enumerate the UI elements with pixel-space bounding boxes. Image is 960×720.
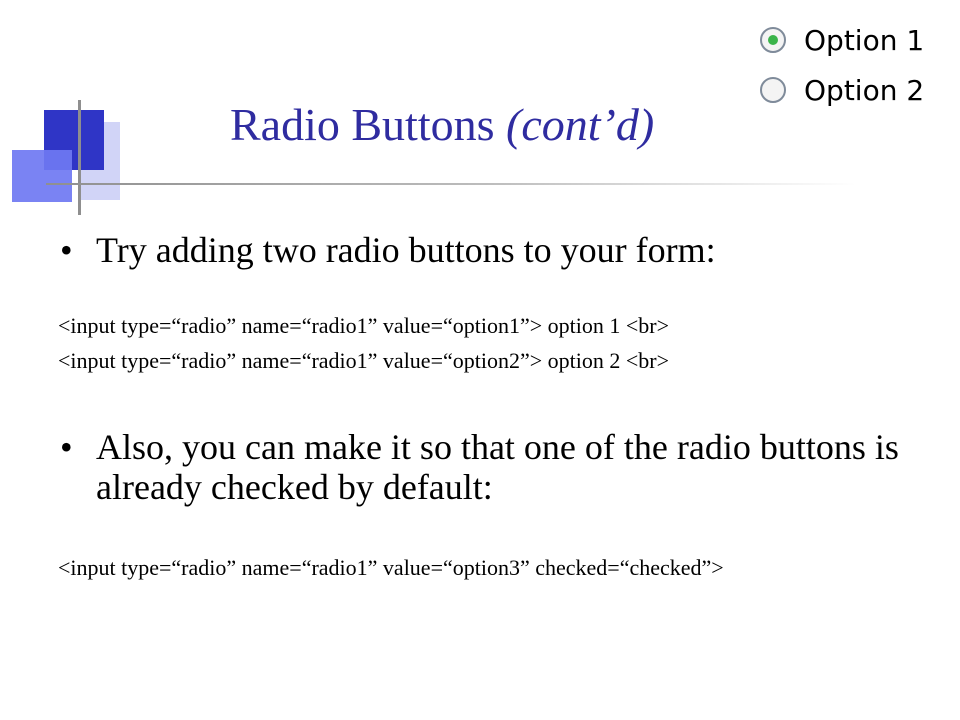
bullet-marker: •	[60, 230, 73, 270]
code-line-1: <input type=“radio” name=“radio1” value=“option1”> option 1 <br>	[58, 313, 670, 338]
radio-option-1	[760, 20, 924, 60]
slide-title-main: Radio Buttons	[230, 99, 507, 150]
radio-unchecked-icon	[760, 77, 786, 103]
radio-option-2	[760, 70, 924, 110]
slide-title-emphasis: (cont’d)	[506, 99, 655, 150]
code-line-3: <input type=“radio” name=“radio1” value=“option3” checked=“checked”>	[58, 555, 724, 580]
radio-checked-icon	[760, 27, 786, 53]
decor-square-mid	[12, 150, 72, 202]
radio-dot	[768, 35, 778, 45]
code-line-2: <input type=“radio” name=“radio1” value=“option2”> option 2 <br>	[58, 348, 670, 373]
title-underline	[46, 183, 856, 185]
radio-option-2-label: Option 2	[804, 73, 925, 107]
bullet-marker: •	[60, 427, 73, 467]
radio-sample-image	[760, 10, 950, 110]
radio-option-1-label: Option 1	[804, 23, 925, 57]
slide-title	[230, 98, 654, 151]
bullet-text-2: Also, you can make it so that one of the radio buttons is already checked by default:	[96, 427, 899, 507]
bullet-text-1: Try adding two radio buttons to your form:	[96, 230, 716, 270]
decor-vertical-line	[78, 100, 81, 215]
